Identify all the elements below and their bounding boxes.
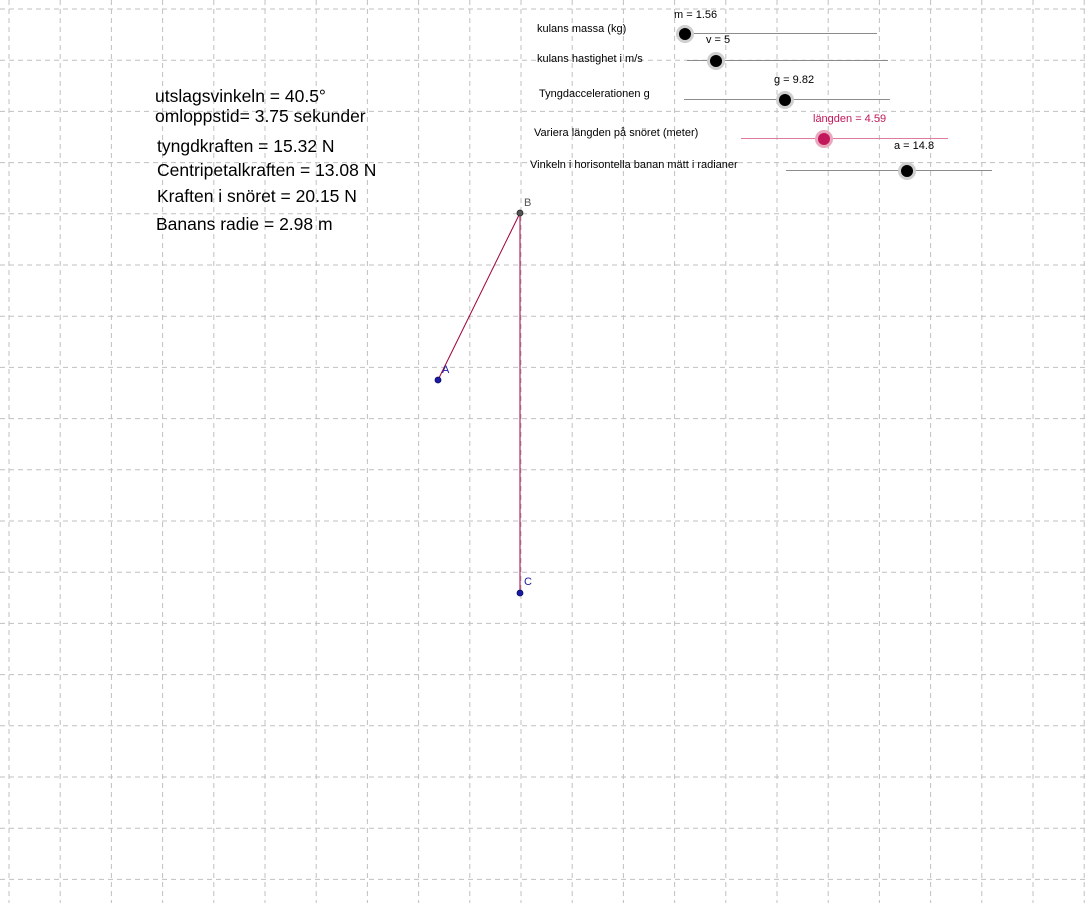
- point-b-label: B: [524, 197, 532, 209]
- gravity-slider-knob-dot: [779, 94, 791, 106]
- point-b[interactable]: [517, 210, 523, 216]
- speed-slider-label: kulans hastighet i m/s: [537, 53, 643, 65]
- mass-slider-knob-dot: [679, 28, 691, 40]
- angle-slider-label: Vinkeln i horisontella banan mätt i radianer: [530, 159, 738, 171]
- speed-slider-value: v = 5: [706, 34, 731, 46]
- length-slider-track[interactable]: [741, 138, 948, 139]
- point-a-label: A: [442, 364, 450, 376]
- mass-slider-knob[interactable]: [676, 25, 694, 43]
- point-a[interactable]: [435, 377, 441, 383]
- speed-slider-knob-dot: [710, 55, 722, 67]
- angle-slider-knob-dot: [901, 165, 913, 177]
- length-slider-knob[interactable]: [815, 130, 833, 148]
- point-c[interactable]: [517, 590, 523, 596]
- omloppstid-text: omloppstid= 3.75 sekunder: [155, 106, 366, 126]
- mass-slider-label: kulans massa (kg): [537, 23, 627, 35]
- banans-radie-text: Banans radie = 2.98 m: [156, 214, 333, 234]
- mass-slider-value: m = 1.56: [674, 9, 718, 21]
- utslagsvinkel-text: utslagsvinkeln = 40.5°: [155, 86, 326, 106]
- length-slider-label: Variera längden på snöret (meter): [534, 127, 699, 139]
- angle-slider-knob[interactable]: [898, 162, 916, 180]
- snore-kraft-text: Kraften i snöret = 20.15 N: [157, 186, 357, 206]
- length-slider-value: längden = 4.59: [813, 113, 887, 125]
- gravity-slider-label: Tyngdaccelerationen g: [539, 88, 650, 100]
- length-slider-knob-dot: [818, 133, 830, 145]
- angle-slider-value: a = 14.8: [894, 140, 935, 152]
- gravity-slider-value: g = 9.82: [774, 74, 815, 86]
- centripetalkraft-text: Centripetalkraften = 13.08 N: [157, 160, 377, 180]
- angle-slider-track[interactable]: [786, 170, 992, 171]
- speed-slider-knob[interactable]: [707, 52, 725, 70]
- gravity-slider-knob[interactable]: [776, 91, 794, 109]
- point-c-label: C: [524, 576, 532, 588]
- segment-ab[interactable]: [438, 213, 520, 380]
- tyngdkraft-text: tyngdkraften = 15.32 N: [157, 136, 335, 156]
